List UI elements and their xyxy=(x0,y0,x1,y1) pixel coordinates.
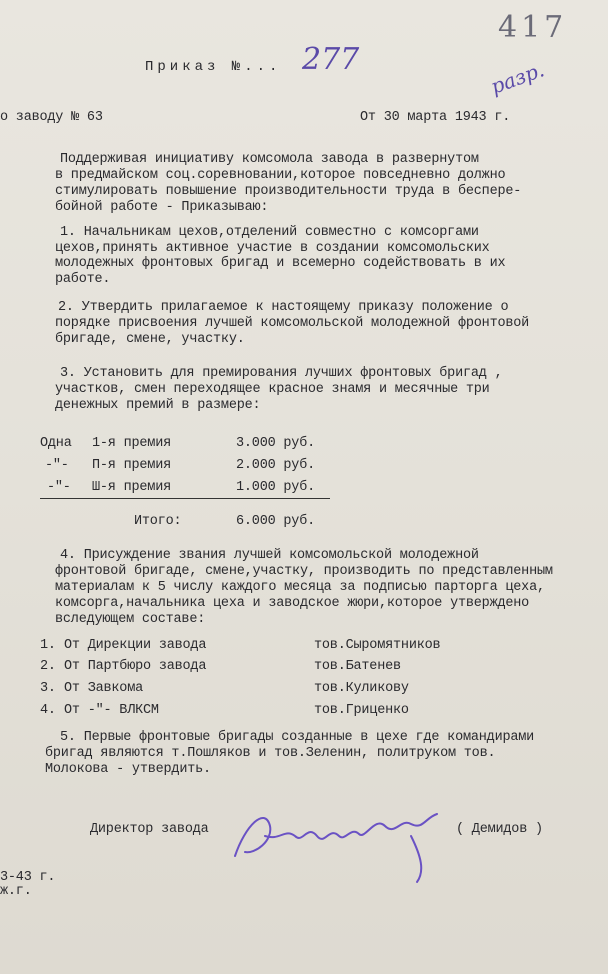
item5-line: бригад являются т.Пошляков и тов.Зеленин, политруком тов. xyxy=(45,746,496,761)
item1-line: работе. xyxy=(55,272,111,287)
jury-member: тов.Сыромятников xyxy=(314,638,441,653)
jury-number: 2. xyxy=(40,659,56,674)
item3-line: 3. Установить для премирования лучших фронтовых бригад , xyxy=(60,366,503,381)
order-date: От 30 марта 1943 г. xyxy=(360,110,511,125)
item4-line: фронтовой бригаде, смене,участку, производить по представленным xyxy=(55,564,553,579)
jury-member: тов.Батенев xyxy=(314,659,401,674)
item4-line: материалам к 5 числу каждого месяца за подписью парторга цеха, xyxy=(55,580,545,595)
item3-line: денежных премий в размере: xyxy=(55,398,261,413)
prize-amount: 2.000 руб. xyxy=(236,458,316,473)
jury-org: От -"- ВЛКСМ xyxy=(64,703,159,718)
item1-line: молодежных фронтовых бригад и всемерно содействовать в их xyxy=(55,256,506,271)
prize-rank: 1-я премия xyxy=(92,436,172,451)
jury-org: От Дирекции завода xyxy=(64,638,207,653)
preamble-line: Поддерживая инициативу комсомола завода в развернутом xyxy=(60,152,479,167)
item3-line: участков, смен переходящее красное знамя и месячные три xyxy=(55,382,490,397)
jury-org: От Партбюро завода xyxy=(64,659,207,674)
order-title: Приказ №... xyxy=(145,59,282,75)
item4-line: 4. Присуждение звания лучшей комсомольской молодежной xyxy=(60,548,479,563)
margin-note: разр. xyxy=(487,57,548,99)
preamble-line: бойной работе - Приказываю: xyxy=(55,200,269,215)
signatory-title: Директор завода xyxy=(90,822,209,837)
item5-line: Молокова - утвердить. xyxy=(45,762,211,777)
prize-count: -"- xyxy=(45,458,69,473)
handwritten-signature xyxy=(225,796,465,886)
plant-reference: о заводу № 63 xyxy=(0,110,103,125)
item4-line: комсорга,начальника цеха и заводское жюри,которое утверждено xyxy=(55,596,530,611)
jury-number: 3. xyxy=(40,681,56,696)
item5-line: 5. Первые фронтовые бригады созданные в цехе где командирами xyxy=(60,730,535,745)
total-rule xyxy=(40,498,330,499)
footer-line: ж.г. xyxy=(0,884,32,899)
item2-line: бригаде, смене, участку. xyxy=(55,332,245,347)
jury-org: От Завкома xyxy=(64,681,144,696)
jury-member: тов.Куликову xyxy=(314,681,409,696)
item1-line: цехов,принять активное участие в создании комсомольских xyxy=(55,241,490,256)
total-amount: 6.000 руб. xyxy=(236,514,316,529)
prize-amount: 3.000 руб. xyxy=(236,436,316,451)
jury-member: тов.Гриценко xyxy=(314,703,409,718)
prize-count: Одна xyxy=(40,436,72,451)
item2-line: 2. Утвердить прилагаемое к настоящему приказу положение о xyxy=(58,300,509,315)
footer-line: 3-43 г. xyxy=(0,870,56,885)
prize-count: -"- xyxy=(47,480,71,495)
prize-rank: П-я премия xyxy=(92,458,172,473)
preamble-line: стимулировать повышение производительности труда в беспере- xyxy=(55,184,522,199)
prize-rank: Ш-я премия xyxy=(92,480,172,495)
total-label: Итого: xyxy=(134,514,182,529)
jury-number: 1. xyxy=(40,638,56,653)
item1-line: 1. Начальникам цехов,отделений совместно с комсоргами xyxy=(60,225,479,240)
item2-line: порядке присвоения лучшей комсомольской молодежной фронтовой xyxy=(55,316,530,331)
prize-amount: 1.000 руб. xyxy=(236,480,316,495)
item4-line: вследующем составе: xyxy=(55,612,206,627)
signatory-name: ( Демидов ) xyxy=(456,822,543,837)
order-number: 277 xyxy=(302,42,360,77)
preamble-line: в предмайском соц.соревновании,которое повседневно должно xyxy=(55,168,506,183)
archive-number: 417 xyxy=(498,10,568,45)
jury-number: 4. xyxy=(40,703,56,718)
